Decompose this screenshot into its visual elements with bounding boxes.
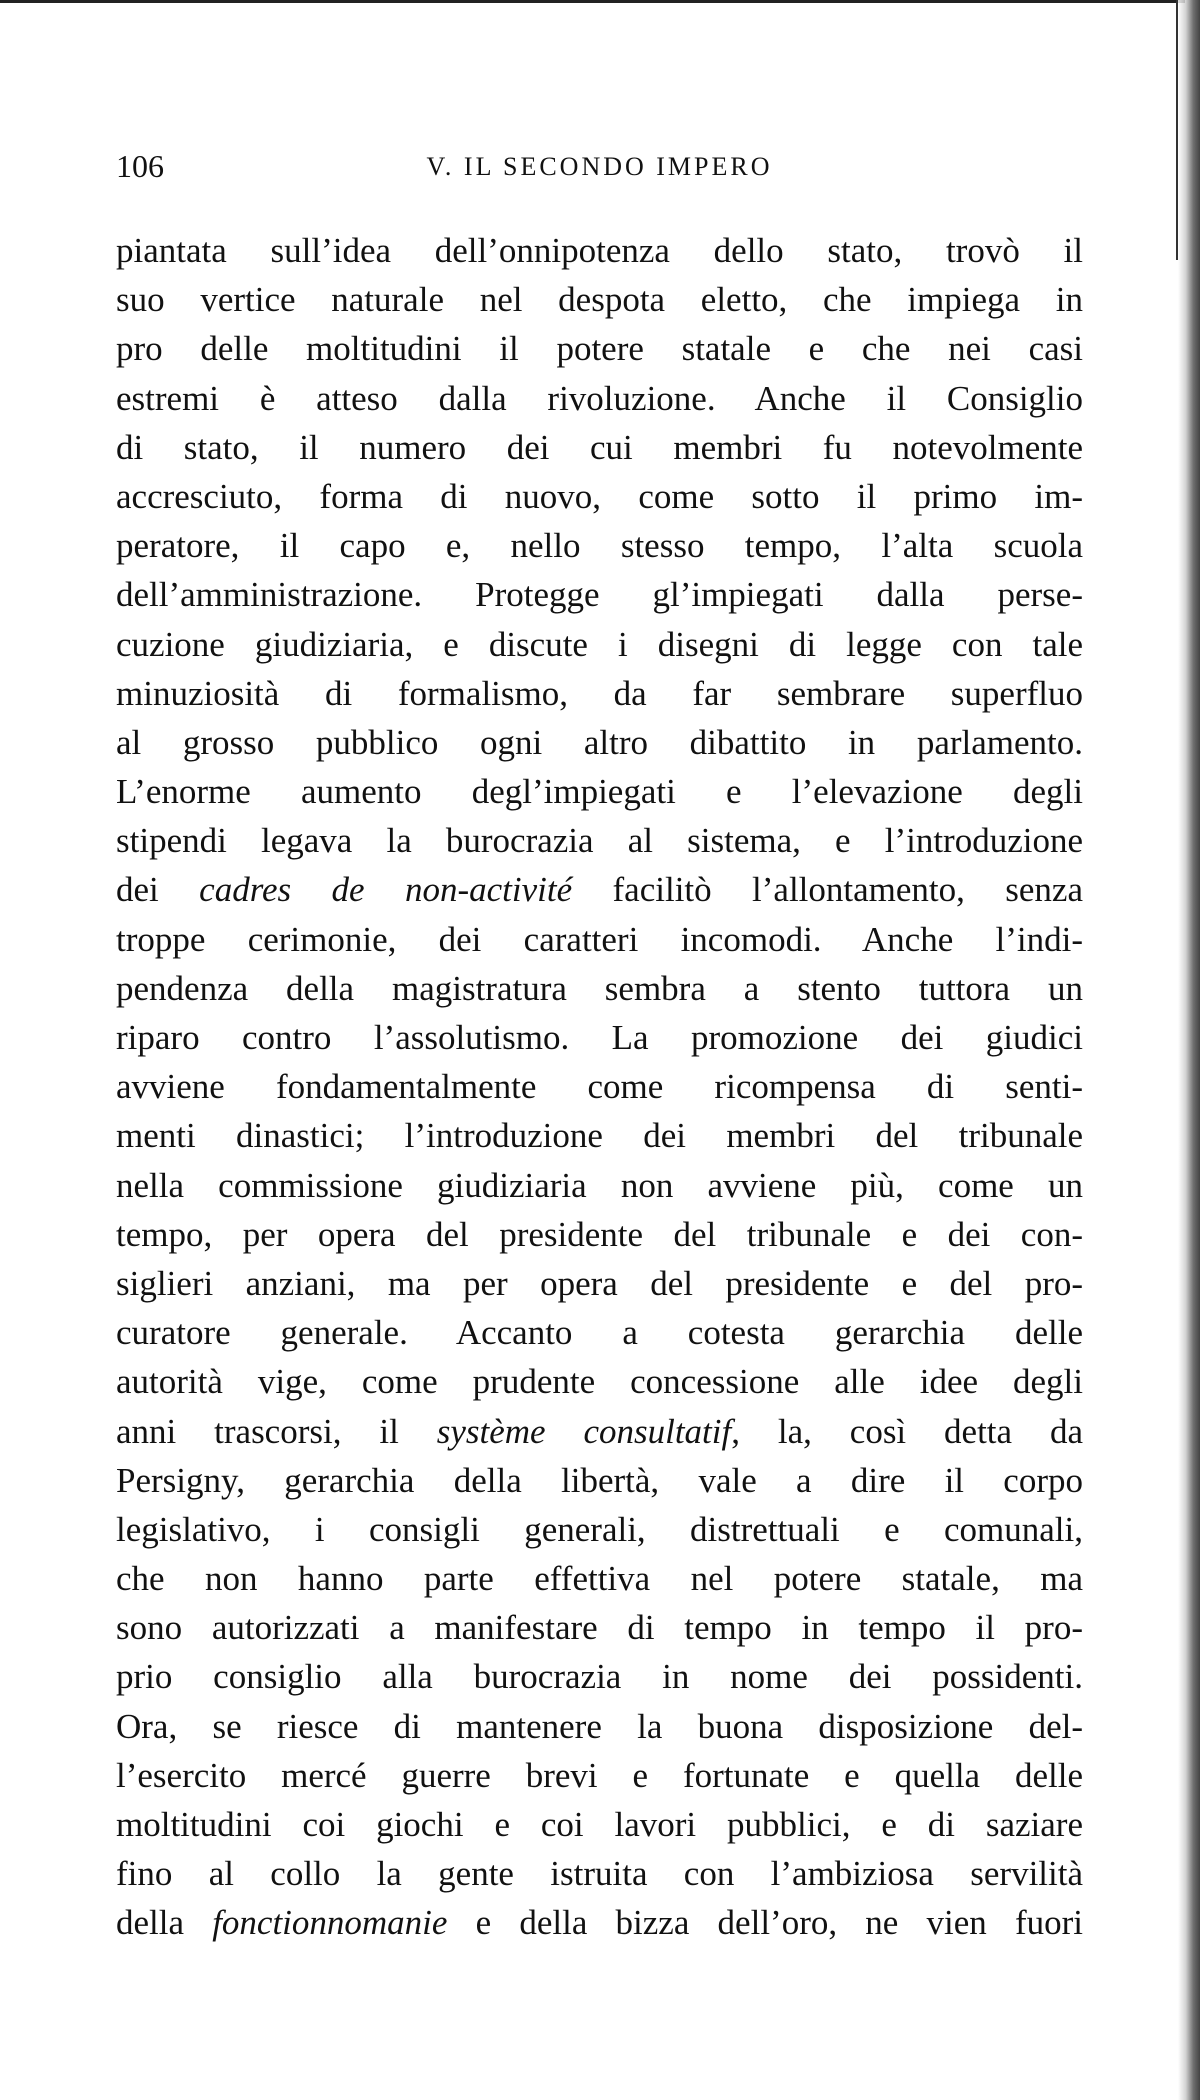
text-line: [116, 226, 1083, 275]
line-text: dei: [116, 870, 200, 910]
line-text: e della bizza dell’oro, ne vien fuori: [447, 1903, 1083, 1943]
line-text: pendenza della magistratura sembra a stento tuttora un: [116, 968, 1083, 1008]
line-text: facilitò l’allontamento, senza: [572, 870, 1083, 910]
italic-phrase: système consultatif: [436, 1411, 732, 1451]
text-line: [116, 865, 1083, 914]
page-binding-edge: [1178, 0, 1200, 2100]
text-line: [116, 1308, 1083, 1357]
line-text: di stato, il numero dei cui membri fu notevolmente: [116, 427, 1083, 467]
line-text: moltitudini coi giochi e coi lavori pubblici, e di saziare: [116, 1805, 1083, 1844]
italic-phrase: fonctionnomanie: [212, 1903, 448, 1943]
line-text: peratore, il capo e, nello stesso tempo, l’alta scuola: [116, 526, 1083, 566]
line-text: al grosso pubblico ogni altro dibattito in parlamento.: [116, 722, 1083, 762]
page-top-edge: [0, 0, 1185, 3]
text-line: [116, 1898, 1083, 1947]
line-text: fino al collo la gente istruita con l’ambiziosa servilità: [116, 1854, 1083, 1894]
line-text: Persigny, gerarchia della libertà, vale a dire il corpo: [116, 1460, 1083, 1500]
line-text: dell’amministrazione. Protegge gl’impiegati dalla perse-: [116, 575, 1083, 615]
text-line: [116, 1259, 1083, 1308]
line-text: estremi è atteso dalla rivoluzione. Anche il Consiglio: [116, 378, 1083, 418]
line-text: menti dinastici; l’introduzione dei membri del tribunale: [116, 1116, 1083, 1156]
line-text: troppe cerimonie, dei caratteri incomodi. Anche l’indi-: [116, 919, 1083, 959]
text-line: [116, 620, 1083, 669]
line-text: autorità vige, come prudente concessione alle idee degli: [116, 1362, 1083, 1402]
line-text: legislativo, i consigli generali, distrettuali e comunali,: [116, 1509, 1083, 1549]
text-line: [116, 1702, 1083, 1751]
text-line: [116, 1800, 1083, 1849]
line-text: stipendi legava la burocrazia al sistema, e l’introduzione: [116, 821, 1083, 861]
text-line: [116, 1111, 1083, 1160]
text-line: [116, 324, 1083, 373]
text-line: [116, 915, 1083, 964]
text-line: [116, 521, 1083, 570]
text-line: [116, 423, 1083, 472]
text-line: [116, 1751, 1083, 1800]
line-text: suo vertice naturale nel despota eletto, che impiega in: [116, 280, 1083, 320]
line-text: anni trascorsi, il: [116, 1411, 437, 1451]
line-text: piantata sull’idea dell’onnipotenza dello stato, trovò il: [116, 231, 1083, 270]
text-line: [116, 1554, 1083, 1603]
text-line: [116, 1357, 1083, 1406]
text-line: [116, 816, 1083, 865]
line-text: che non hanno parte effettiva nel potere statale, ma: [116, 1559, 1083, 1599]
text-line: [116, 1652, 1083, 1701]
line-text: L’enorme aumento degl’impiegati e l’elevazione degli: [116, 772, 1083, 812]
line-text: accresciuto, forma di nuovo, come sotto il primo im-: [116, 476, 1083, 516]
running-title: V. IL SECONDO IMPERO: [426, 152, 773, 181]
page-header: [116, 148, 1083, 188]
text-line: [116, 767, 1083, 816]
text-line: [116, 964, 1083, 1013]
line-text: cuzione giudiziaria, e discute i disegni di legge con tale: [116, 624, 1083, 664]
line-text: avviene fondamentalmente come ricompensa di senti-: [116, 1067, 1083, 1107]
line-text: nella commissione giudiziaria non avviene più, come un: [116, 1165, 1083, 1205]
text-line: [116, 1210, 1083, 1259]
line-text: l’esercito mercé guerre brevi e fortunate e quella delle: [116, 1755, 1083, 1795]
text-line: [116, 718, 1083, 767]
line-text: tempo, per opera del presidente del tribunale e dei con-: [116, 1214, 1083, 1254]
line-text: prio consiglio alla burocrazia in nome dei possidenti.: [116, 1657, 1083, 1697]
line-text: curatore generale. Accanto a cotesta gerarchia delle: [116, 1313, 1083, 1353]
text-line: [116, 472, 1083, 521]
text-line: [116, 1013, 1083, 1062]
text-line: [116, 1456, 1083, 1505]
text-line: [116, 1161, 1083, 1210]
text-line: [116, 669, 1083, 718]
line-text: siglieri anziani, ma per opera del presidente e del pro-: [116, 1263, 1083, 1303]
text-line: [116, 1407, 1083, 1456]
italic-phrase: cadres de non-activité: [199, 870, 573, 910]
line-text: , la, così detta da: [731, 1411, 1083, 1451]
text-line: [116, 1505, 1083, 1554]
line-text: pro delle moltitudini il potere statale e che nei casi: [116, 329, 1083, 369]
line-text: sono autorizzati a manifestare di tempo in tempo il pro-: [116, 1608, 1083, 1648]
text-line: [116, 570, 1083, 619]
text-line: [116, 1849, 1083, 1898]
text-line: [116, 1603, 1083, 1652]
line-text: riparo contro l’assolutismo. La promozione dei giudici: [116, 1018, 1083, 1057]
body-text: [116, 226, 1083, 1948]
text-line: [116, 1062, 1083, 1111]
line-text: della: [116, 1903, 213, 1943]
line-text: Ora, se riesce di mantenere la buona disposizione del-: [116, 1706, 1083, 1746]
text-line: [116, 374, 1083, 423]
text-line: [116, 275, 1083, 324]
line-text: minuziosità di formalismo, da far sembrare superfluo: [116, 673, 1083, 713]
page-number: 106: [116, 148, 164, 184]
